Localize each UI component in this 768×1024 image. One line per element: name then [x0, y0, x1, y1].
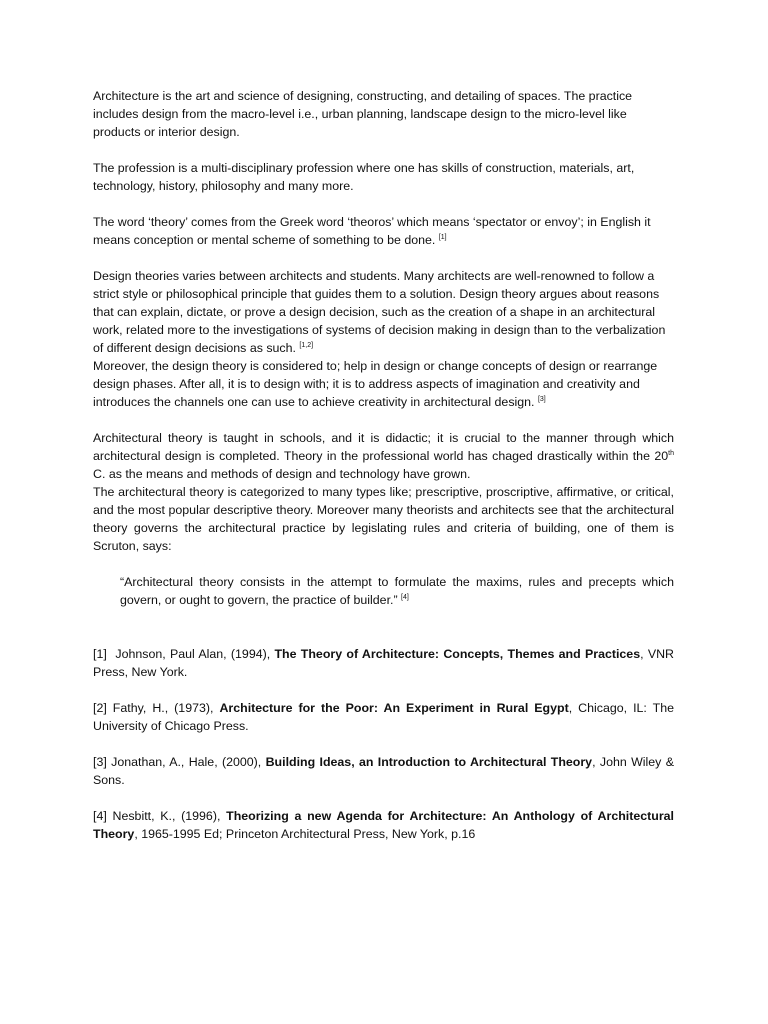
reference-item — [93, 753, 674, 789]
reference-number: [4] — [93, 809, 107, 823]
reference-number: [2] — [93, 701, 107, 715]
paragraph-text: Architectural theory is taught in schools, and it is didactic; it is crucial to the manner through which architectural design is completed. Theory in the professional world has chaged drastically within the 20 — [93, 431, 674, 463]
block-quote — [93, 573, 674, 609]
reference-title: Building Ideas, an Introduction to Architectural Theory — [265, 755, 593, 769]
citation-marker: [1,2] — [299, 342, 314, 349]
reference-number: [1] — [93, 647, 107, 661]
paragraph-theory-word — [93, 213, 674, 249]
reference-authors: Fathy, H., (1973), — [106, 701, 220, 715]
paragraph-categorized: The architectural theory is categorized to many types like; prescriptive, proscriptive, affirmative, or critical, and the most popular descriptive theory. Moreover many theorists and architects see that the architectural theory governs the architectural practice by legislating rules and criteria of building, one of them is Scruton, says: — [93, 485, 674, 553]
paragraph-definition: Architecture is the art and science of designing, constructing, and detailing of spaces. The practice includes design from the macro-level i.e., urban planning, landscape design to the micro-level like products or interior design. — [93, 89, 633, 139]
paragraph-text: C. as the means and methods of design and technology have grown. — [93, 467, 471, 481]
citation-marker: [3] — [537, 396, 546, 403]
reference-authors: Nesbitt, K., (1996), — [106, 809, 227, 823]
reference-number: [3] — [93, 755, 107, 769]
citation-marker: [4] — [401, 594, 409, 601]
reference-authors: Johnson, Paul Alan, (1994), — [106, 647, 275, 661]
paragraph-design-theories — [93, 267, 674, 357]
paragraph-moreover — [93, 357, 674, 411]
citation-marker: [1] — [438, 234, 447, 241]
paragraph-text: Design theories varies between architects and students. Many architects are well-renowned to follow a strict style or philosophical principle that guides them to a solution. Design theory argues about reasons that can explain, dictate, or prove a design decision, such as the creation of a shape in an architectural work, related more to the investigations of systems of decision making in design than to the verbalization of different design decisions as such. — [93, 269, 666, 355]
reference-publisher: , John Wiley & Sons. — [93, 755, 674, 787]
quote-text: “Architectural theory consists in the attempt to formulate the maxims, rules and precepts which govern, or ought to govern, the practice of builder.” — [120, 575, 674, 607]
reference-item — [93, 699, 674, 735]
reference-title: Architecture for the Poor: An Experiment in Rural Egypt — [219, 701, 569, 715]
reference-title: Theorizing a new Agenda for Architecture: An Anthology of Architectural Theory — [93, 809, 674, 841]
paragraph-profession: The profession is a multi-disciplinary profession where one has skills of construction, materials, art, technology, history, philosophy and many more. — [93, 161, 635, 193]
paragraph-text: The word ‘theory’ comes from the Greek word ‘theoros’ which means ‘spectator or envoy’; in English it means conception or mental scheme of something to be done. — [93, 215, 651, 247]
reference-item — [93, 645, 674, 681]
reference-publisher: , 1965-1995 Ed; Princeton Architectural Press, New York, p.16 — [134, 827, 476, 841]
paragraph-text: Moreover, the design theory is considered to; help in design or change concepts of design or rearrange design phases. After all, it is to design with; it is to address aspects of imagination and creativity and introduces the channels one can use to achieve creativity in architectural design. — [93, 359, 658, 409]
reference-publisher: , Chicago, IL: The University of Chicago Press. — [93, 701, 675, 733]
superscript-th: th — [668, 450, 674, 457]
reference-publisher: , VNR Press, New York. — [93, 647, 675, 679]
reference-authors: Jonathan, A., Hale, (2000), — [106, 755, 266, 769]
reference-title: The Theory of Architecture: Concepts, Themes and Practices — [274, 647, 641, 661]
references-list — [93, 645, 674, 843]
paragraph-taught — [93, 429, 674, 483]
reference-item — [93, 807, 674, 843]
